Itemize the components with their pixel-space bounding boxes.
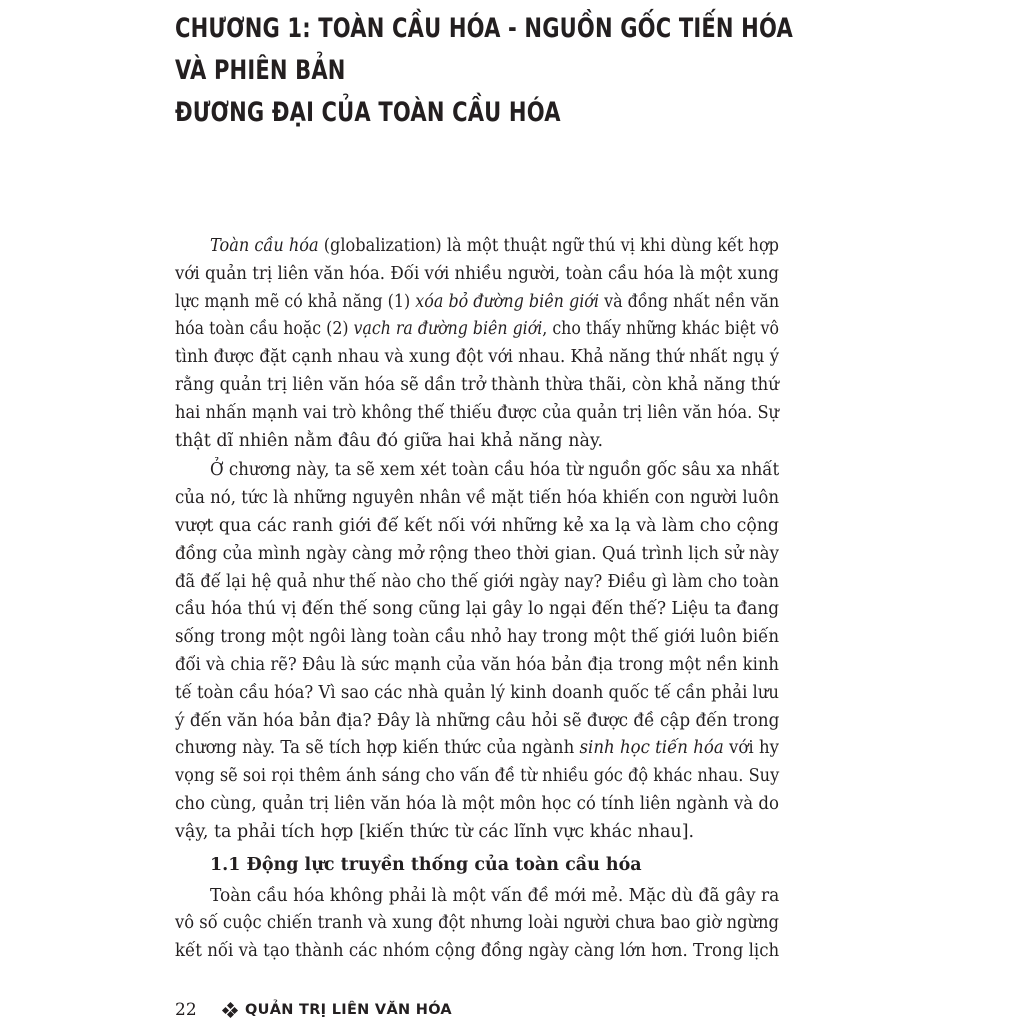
italic-term: xóa bỏ đường biên giới — [415, 291, 599, 312]
text-run: hóa toàn cầu hoặc (2) — [175, 319, 354, 340]
paragraph-line — [175, 316, 779, 344]
page-footer — [175, 997, 452, 1023]
italic-term: Toàn cầu hóa — [210, 236, 319, 256]
body-text — [175, 233, 779, 966]
section-heading: 1.1 Động lực truyền thống của toàn cầu hóa — [210, 854, 642, 875]
paragraph-1 — [175, 233, 779, 455]
chapter-title — [175, 8, 815, 134]
paragraph-line: kết nối và tạo thành các nhóm cộng đồng ngày càng lớn hơn. Trong lịch — [175, 941, 780, 962]
text-run: (globalization) là một thuật ngữ thú vị khi dùng kết hợp — [318, 236, 779, 256]
paragraph-line: tế toàn cầu hóa? Vì sao các nhà quản lý kinh doanh quốc tế cần phải lưu — [175, 682, 779, 703]
paragraph-line: với quản trị liên văn hóa. Đối với nhiều người, toàn cầu hóa là một xung — [175, 263, 780, 284]
paragraph-line: cho cùng, quản trị liên văn hóa là một môn học có tính liên ngành và do — [175, 793, 779, 814]
italic-term: vạch ra đường biên giới — [353, 319, 543, 340]
page-number: 22 — [175, 1000, 197, 1020]
paragraph-line: rằng quản trị liên văn hóa sẽ dần trở thành thừa thãi, còn khả năng thứ — [175, 374, 780, 395]
four-diamond-ornament-icon — [223, 1003, 237, 1017]
paragraph-line: của nó, tức là những nguyên nhân về mặt tiến hóa khiến con người luôn — [175, 488, 779, 509]
text-run: và đồng nhất nền văn — [598, 291, 780, 312]
paragraph-line: tình được đặt cạnh nhau và xung đột với nhau. Khả năng thứ nhất ngụ ý — [175, 347, 780, 368]
running-title: QUẢN TRỊ LIÊN VĂN HÓA — [245, 1002, 452, 1018]
paragraph-2 — [175, 457, 779, 846]
paragraph-line: đồng của mình ngày càng mở rộng theo thời gian. Quá trình lịch sử này — [175, 543, 780, 564]
paragraph-line — [210, 233, 779, 261]
paragraph-line: vậy, ta phải tích hợp [kiến thức từ các lĩnh vực khác nhau]. — [175, 821, 695, 842]
paragraph-line — [175, 289, 779, 317]
text-run: chương này. Ta sẽ tích hợp kiến thức của ngành — [175, 738, 580, 759]
paragraph-line: sống trong một ngôi làng toàn cầu nhỏ hay trong một thế giới luôn biến — [175, 627, 779, 648]
paragraph-line: vô số cuộc chiến tranh và xung đột nhưng loài người chưa bao giờ ngừng — [175, 913, 780, 934]
text-run: lực mạnh mẽ có khả năng (1) — [175, 291, 416, 312]
paragraph-line: đã để lại hệ quả như thế nào cho thế giới ngày nay? Điều gì làm cho toàn — [175, 571, 780, 592]
paragraph-line: đổi và chia rẽ? Đâu là sức mạnh của văn hóa bản địa trong một nền kinh — [175, 654, 780, 675]
text-run: với hy — [723, 738, 779, 759]
paragraph-line — [175, 735, 779, 763]
paragraph-line: cầu hóa thú vị đến thế song cũng lại gây lo ngại đến thế? Liệu ta đang — [175, 599, 780, 620]
italic-term: sinh học tiến hóa — [579, 738, 724, 759]
chapter-title-line-2: ĐƯƠNG ĐẠI CỦA TOÀN CẦU HÓA — [175, 97, 561, 128]
paragraph-line: vượt qua các ranh giới để kết nối với những kẻ xa lạ và làm cho cộng — [175, 515, 780, 536]
paragraph-line: Toàn cầu hóa không phải là một vấn đề mới mẻ. Mặc dù đã gây ra — [210, 885, 780, 906]
paragraph-line: ý đến văn hóa bản địa? Đây là những câu hỏi sẽ được đề cập đến trong — [175, 710, 780, 731]
paragraph-line: vọng sẽ soi rọi thêm ánh sáng cho vấn đề từ nhiều góc độ khác nhau. Suy — [175, 766, 780, 787]
paragraph-line: Ở chương này, ta sẽ xem xét toàn cầu hóa từ nguồn gốc sâu xa nhất — [210, 460, 780, 481]
paragraph-3 — [175, 883, 779, 966]
paragraph-line: thật dĩ nhiên nằm đâu đó giữa hai khả năng này. — [175, 430, 604, 451]
paragraph-line: hai nhấn mạnh vai trò không thể thiếu được của quản trị liên văn hóa. Sự — [175, 402, 780, 423]
chapter-title-line-1: CHƯƠNG 1: TOÀN CẦU HÓA - NGUỒN GỐC TIẾN HÓA VÀ PHIÊN BẢN — [175, 13, 793, 86]
text-run: , cho thấy những khác biệt vô — [542, 319, 780, 340]
